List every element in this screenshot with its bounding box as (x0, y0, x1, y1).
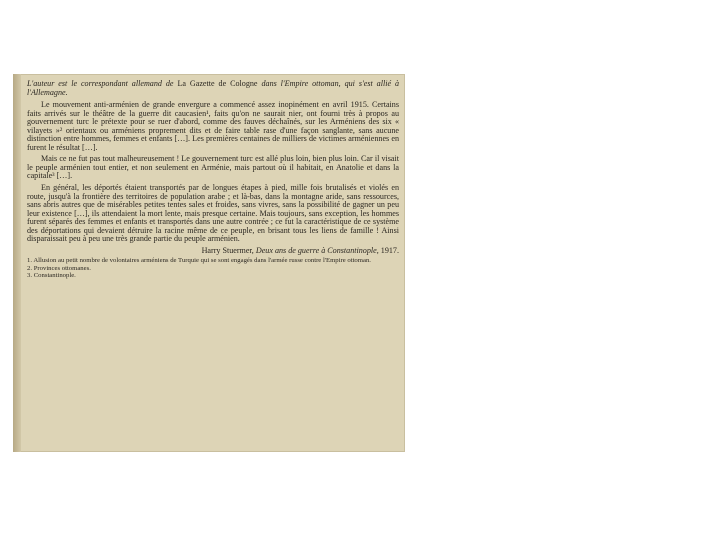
paragraph-2: Mais ce ne fut pas tout malheureusement ! Le gouvernement turc est allé plus loin, bien plus loin. Car il visait le peuple arménien tout entier, et non seulement en Arménie, mais partout où il habitait, en Anatolie et dans la capitale³ […]. (27, 154, 399, 181)
intro-note (27, 80, 399, 97)
footnote-2: 2. Provinces ottomanes. (27, 264, 91, 272)
paragraph-1: Le mouvement anti-arménien de grande envergure a commencé assez inopinément en avril 1915. Certains faits arrivés sur le théâtre de la guerre dit caucasien¹, faits qu'on ne saurait nier, ont fourni très à propos au gouvernement turc le prétexte pour se ruer d'abord, comme des fauves déchaînés, sur les Arméniens des six « vilayets »² orientaux ou arméniens proprement dits et de faire table rase d'une façon sanglante, sans aucune distinction entre hommes, femmes et enfants […]. Les premières centaines de milliers de victimes arméniennes en furent le résultat […]. (27, 100, 399, 152)
document-text (27, 80, 399, 279)
footnote-1: 1. Allusion au petit nombre de volontaires arméniens de Turquie qui se sont engagés dans l'armée russe contre l'Empire ottoman. (27, 257, 371, 265)
scanned-page (13, 74, 405, 452)
signature-year: , 1917. (376, 245, 399, 255)
signature-author: Harry Stuermer, (201, 245, 254, 255)
footnotes (27, 257, 399, 279)
intro-journal-name: La Gazette de Cologne (177, 79, 258, 88)
page-binding-shadow (13, 74, 21, 452)
intro-text-2: dans l'Empire ottoman, qui s'est allié à l'Allemagne. (27, 79, 400, 97)
intro-text-1: L'auteur est le correspondant allemand de (27, 79, 174, 88)
footnote-3: 3. Constantinople. (27, 271, 76, 279)
signature (27, 247, 399, 256)
paragraph-3: En général, les déportés étaient transportés par de longues étapes à pied, mille fois brutalisés et violés en route, jusqu'à la frontière des territoires de population arabe ; et là-bas, dans la montagne aride, sans ressources, sans abris autres que de misérables petites tentes sales et froides, sans vivres, sans la possibilité de gagner un peu leur existence […], ils attendaient la mort lente, mais presque certaine. Mais toujours, sans exception, les hommes furent séparés des femmes et enfants et transportés dans une autre contrée ; ce fut la caractéristique de ce système des déportations qui devaient détruire la racine même de ce peuple, en brisant tous les liens de famille ! Ainsi disparaissait peu à peu une très grande partie du peuple arménien. (27, 183, 399, 244)
signature-book-title: Deux ans de guerre à Constantinople (255, 245, 377, 255)
